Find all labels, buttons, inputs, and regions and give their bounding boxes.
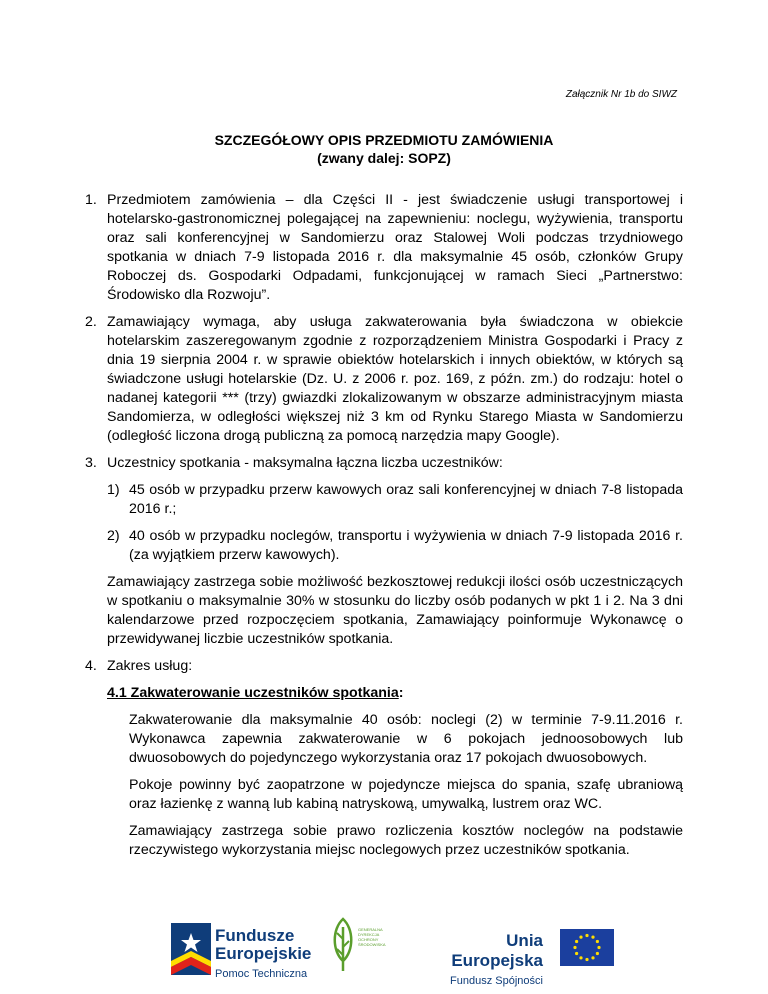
section-heading (107, 684, 683, 703)
list-item-1 (85, 191, 683, 305)
fe-line-1: Fundusze (215, 926, 295, 945)
eu-star-icon (579, 936, 582, 939)
eu-star-icon (579, 956, 582, 959)
eu-star-icon (573, 946, 576, 949)
section-body (107, 711, 683, 860)
subitem-number: 2) (107, 528, 120, 544)
document-title (0, 131, 768, 167)
paragraph-accommodation: Zakwaterowanie dla maksymalnie 40 osób: noclegi (2) w terminie 7-9.11.2016 r. Wykonawca zapewnia zakwaterowanie w 6 pokojach jednoosobowych lub dwuosobowych do pojedynczego wykorzystania oraz 17 pokojach dwuosobowych. (129, 712, 683, 766)
eu-line-2: Fundusz Spójności (450, 975, 543, 987)
eu-star-icon (591, 936, 594, 939)
eu-star-icon (575, 940, 578, 943)
eu-star-icon (585, 934, 588, 937)
footer-logos (0, 905, 768, 985)
section-heading-colon: : (398, 685, 404, 701)
eu-star-icon (575, 952, 578, 955)
eu-star-icon (596, 940, 599, 943)
title-line-2: (zwany dalej: SOPZ) (317, 150, 451, 166)
item-number: 4. (85, 658, 97, 674)
eu-star-icon (591, 956, 594, 959)
eu-line-1: Unia Europejska (451, 931, 543, 970)
fe-line-3: Pomoc Techniczna (215, 968, 308, 980)
subitem-text: 40 osób w przypadku noclegów, transportu i wyżywienia w dniach 7-9 listopada 2016 r. (za wyjątkiem przerw kawowych). (129, 528, 683, 563)
eu-logo-text (427, 931, 543, 987)
annex-label: Załącznik Nr 1b do SIWZ (565, 89, 677, 100)
document-body (85, 191, 683, 868)
item-number: 3. (85, 455, 97, 471)
list-item-2 (85, 313, 683, 446)
eu-flag-icon (560, 929, 614, 966)
item-text: Zamawiający wymaga, aby usługa zakwaterowania była świadczona w obiekcie hotelarskim zaszeregowanym zgodnie z rozporządzeniem Ministra Gospodarki i Pracy z dnia 19 sierpnia 2004 r. w sprawie obiektów hotelarskich i innych obiektów, w których są świadczone usługi hotelarskie (Dz. U. z 2006 r. poz. 169, z późn. zm.) do rodzaju: hotel o nadanej kategorii *** (trzy) gwiazdki zlokalizowanym w obszarze administracyjnym miasta Sandomierza, w odległości większej niż 3 km od Rynku Starego Miasta w Sandomierzu (odległość liczona drogą publiczną za pomocą narzędzia mapy Google). (107, 314, 683, 444)
sublist-item-1 (107, 481, 683, 519)
paragraph-rooms: Pokoje powinny być zaopatrzone w pojedyncze miejsca do spania, szafę ubraniową oraz łazienkę z wanną lub kabiną natryskową, umywalką, lustrem oraz WC. (129, 777, 683, 812)
sublist-item-2 (107, 527, 683, 565)
fe-line-2: Europejskie (215, 944, 312, 963)
item-number: 1. (85, 192, 97, 208)
sublist (107, 481, 683, 565)
item-number: 2. (85, 314, 97, 330)
leaf-logo-text: GENERALNA DYREKCJA OCHRONY ŚRODOWISKA (358, 927, 386, 947)
fe-logo-icon (171, 923, 211, 975)
fe-logo-text (215, 927, 311, 983)
section-4-1 (107, 684, 683, 860)
eu-star-icon (596, 952, 599, 955)
list-item-3 (85, 454, 683, 649)
item-text: Zakres usług: (107, 658, 193, 674)
subitem-text: 45 osób w przypadku przerw kawowych oraz sali konferencyjnej w dniach 7-8 listopada 2016 r.; (129, 482, 683, 517)
item-text: Przedmiotem zamówienia – dla Części II - jest świadczenie usługi transportowej i hotelarsko-gastronomicznej polegającej na zapewnieniu: noclegu, wyżywienia, transportu oraz sali konferencyjnej w Sandomierzu oraz Stalowej Woli podczas trzydniowego spotkania w dniach 7-9 listopada 2016 r. dla maksymalnie 45 osób, członków Grupy Roboczej ds. Gospodarki Odpadami, funkcjonującej w ramach Sieci „Partnerstwo: Środowisko dla Rozwoju”. (107, 192, 683, 303)
title-line-1: SZCZEGÓŁOWY OPIS PRZEDMIOTU ZAMÓWIENIA (214, 132, 554, 148)
paragraph-settlement: Zamawiający zastrzega sobie prawo rozliczenia kosztów noclegów na podstawie rzeczywistego wykorzystania miejsc noclegowych przez uczestników spotkania. (129, 823, 683, 858)
item-text: Uczestnicy spotkania - maksymalna łączna liczba uczestników: (107, 455, 503, 471)
leaf-icon (330, 917, 356, 973)
reduction-note: Zamawiający zastrzega sobie możliwość bezkosztowej redukcji ilości osób uczestniczących w spotkaniu o maksymalnie 30% w stosunku do liczby osób podanych w pkt 1 i 2. Na 3 dni kalendarzowe przed rozpoczęciem spotkania, Zamawiający poinformuje Wykonawcę o przewidywanej liczbie uczestników spotkania. (107, 574, 683, 647)
eu-star-icon (585, 958, 588, 961)
subitem-number: 1) (107, 482, 120, 498)
list-item-4 (85, 657, 683, 860)
section-heading-text: 4.1 Zakwaterowanie uczestników spotkania (107, 685, 399, 701)
eu-star-icon (597, 946, 600, 949)
